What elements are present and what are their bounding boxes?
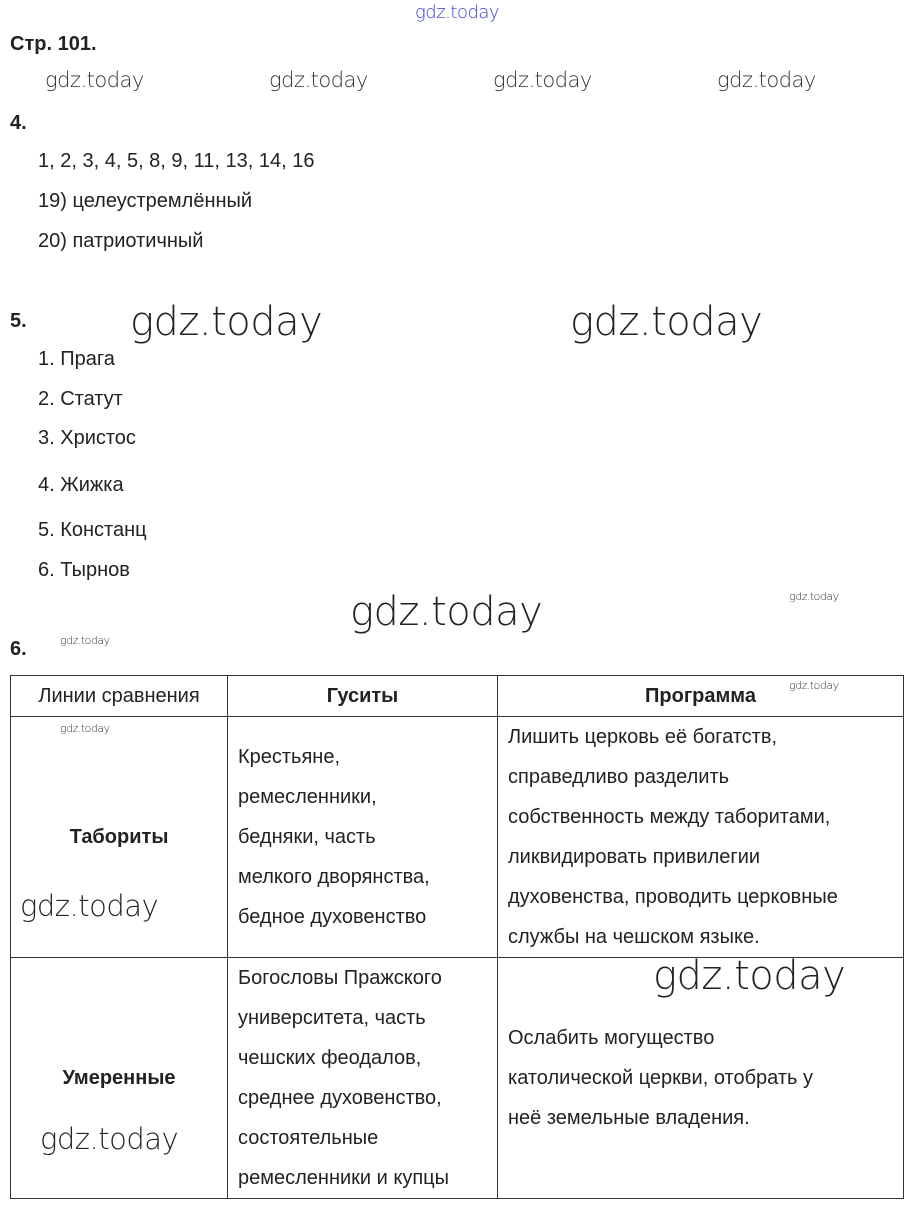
comparison-table	[10, 675, 904, 1199]
cell-line: мелкого дворянства,	[238, 866, 430, 888]
task-5-item: 6. Тырнов	[38, 559, 130, 581]
cell-line: католической церкви, отобрать у	[508, 1067, 813, 1089]
watermark: gdz.today	[20, 889, 159, 923]
watermark: gdz.today	[717, 68, 816, 92]
watermark: gdz.today	[130, 299, 323, 345]
watermark: gdz.today	[40, 1122, 179, 1156]
watermark: gdz.today	[60, 634, 110, 647]
cell-line: собственность между таборитами,	[508, 806, 831, 828]
task-5-item: 1. Прага	[38, 348, 115, 370]
cell-line: ремесленники и купцы	[238, 1167, 450, 1189]
cell-line: ликвидировать привилегии	[508, 846, 761, 868]
members-cell	[228, 717, 498, 958]
task-4-number: 4.	[10, 112, 27, 134]
cell-line: бедняки, часть	[238, 826, 376, 848]
cell-line: университета, часть	[238, 1007, 426, 1029]
column-header: Линии сравнения	[11, 676, 228, 717]
task-5-item: 4. Жижка	[38, 474, 124, 496]
cell-line: Крестьяне,	[238, 746, 341, 768]
cell-line: Богословы Пражского	[238, 967, 442, 989]
watermark: gdz.today	[789, 590, 839, 603]
watermark: gdz.today	[415, 2, 500, 23]
watermark: gdz.today	[570, 299, 763, 345]
column-header: Гуситы	[228, 676, 498, 717]
watermark: gdz.today	[269, 68, 368, 92]
cell-line: Лишить церковь её богатств,	[508, 726, 778, 748]
program-cell	[498, 717, 904, 958]
cell-line: Ослабить могущество	[508, 1027, 715, 1049]
cell-line: неё земельные владения.	[508, 1107, 750, 1129]
members-cell	[228, 958, 498, 1199]
cell-line: бедное духовенство	[238, 906, 427, 928]
cell-line: состоятельные	[238, 1127, 379, 1149]
table-header-row	[11, 676, 904, 717]
task-6-number: 6.	[10, 638, 27, 660]
task-5-number: 5.	[10, 310, 27, 332]
watermark: gdz.today	[60, 722, 110, 735]
task-4-line: 1, 2, 3, 4, 5, 8, 9, 11, 13, 14, 16	[38, 150, 315, 172]
page-label: Стр. 101.	[10, 33, 97, 55]
cell-line: чешских феодалов,	[238, 1047, 422, 1069]
watermark: gdz.today	[653, 953, 846, 999]
watermark: gdz.today	[350, 589, 543, 635]
cell-line: службы на чешском языке.	[508, 926, 760, 948]
row-name: Табориты	[11, 717, 228, 958]
cell-line: справедливо разделить	[508, 766, 730, 788]
cell-line: духовенства, проводить церковные	[508, 886, 838, 908]
cell-line: ремесленники,	[238, 786, 377, 808]
watermark: gdz.today	[789, 679, 839, 692]
watermark: gdz.today	[493, 68, 592, 92]
row-name: Умеренные	[11, 958, 228, 1199]
task-5-item: 3. Христос	[38, 427, 136, 449]
task-4-line: 19) целеустремлённый	[38, 190, 253, 212]
column-header: Программа	[498, 676, 904, 717]
watermark: gdz.today	[45, 68, 144, 92]
task-5-item: 2. Статут	[38, 388, 123, 410]
cell-line: среднее духовенство,	[238, 1087, 442, 1109]
task-5-item: 5. Констанц	[38, 519, 147, 541]
task-4-line: 20) патриотичный	[38, 230, 204, 252]
